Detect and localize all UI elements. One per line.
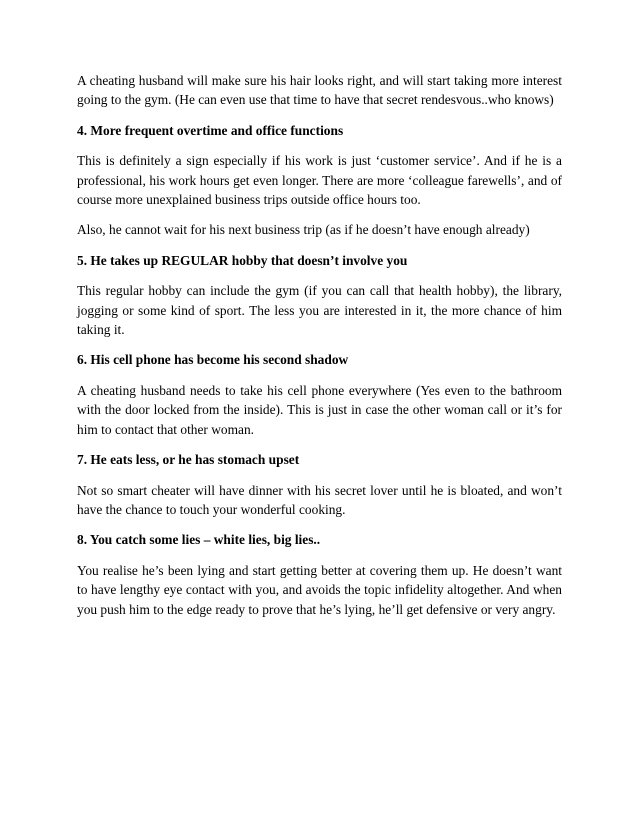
paragraph-cell-phone: A cheating husband needs to take his cell phone everywhere (Yes even to the bathroom with the door locked from the inside). This is just in case the other woman call or it’s for him to contact that other woman. bbox=[77, 382, 562, 437]
paragraph-lies: You realise he’s been lying and start getting better at covering them up. He doesn’t want to have lengthy eye contact with you, and avoids the topic infidelity altogether. And when you push him to the edge ready to prove that he’s lying, he’ll get defensive or very angry. bbox=[77, 562, 562, 617]
heading-sign-5: 5. He takes up REGULAR hobby that doesn’t involve you bbox=[77, 252, 408, 268]
heading-sign-4: 4. More frequent overtime and office functions bbox=[77, 122, 344, 138]
paragraph-eats-less: Not so smart cheater will have dinner with his secret lover until he is bloated, and won’t have the chance to touch your wonderful cooking. bbox=[77, 482, 562, 517]
document-body bbox=[77, 71, 562, 630]
paragraph-overtime: This is definitely a sign especially if his work is just ‘customer service’. And if he is a professional, his work hours get even longer. There are more ‘colleague farewells’, and of course more unexplained business trips outside office hours too. bbox=[77, 153, 562, 208]
heading-sign-7: 7. He eats less, or he has stomach upset bbox=[77, 452, 300, 468]
paragraph-hobby: This regular hobby can include the gym (if you can call that health hobby), the library, jogging or some kind of sport. The less you are interested in it, the more chance of him taking it. bbox=[77, 283, 562, 338]
paragraph-business-trip: Also, he cannot wait for his next business trip (as if he doesn’t have enough already) bbox=[77, 222, 530, 238]
paragraph-hair-and-gym: A cheating husband will make sure his hair looks right, and will start taking more interest going to the gym. (He can even use that time to have that secret rendesvous..who knows) bbox=[77, 73, 562, 108]
heading-sign-6: 6. His cell phone has become his second shadow bbox=[77, 352, 349, 368]
heading-sign-8: 8. You catch some lies – white lies, big lies.. bbox=[77, 532, 321, 548]
